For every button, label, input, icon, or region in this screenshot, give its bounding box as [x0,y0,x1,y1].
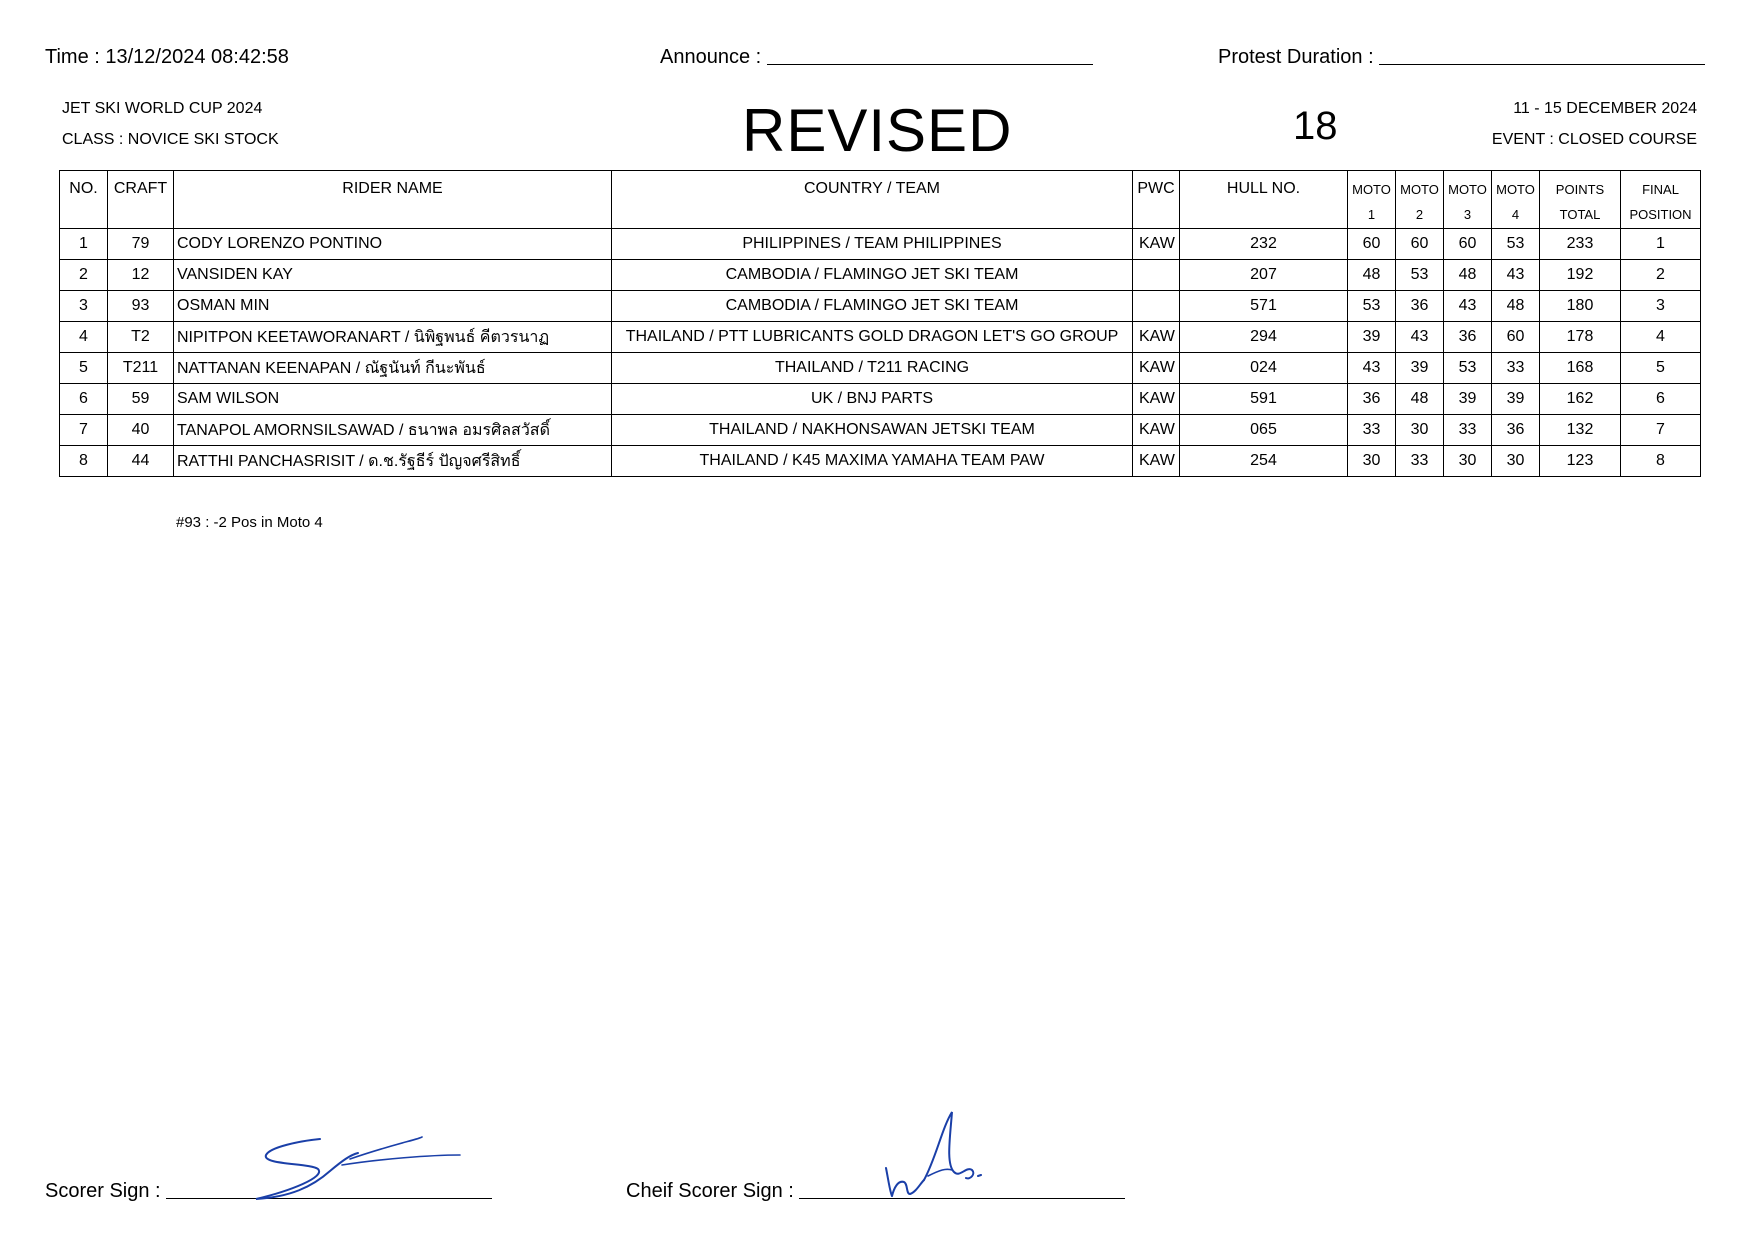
cell-craft: T211 [108,353,174,384]
cell-moto1: 48 [1348,260,1396,291]
col-header-final: FINAL [1621,171,1701,201]
chief-scorer-sign-field [626,1180,1125,1203]
scorer-sign-label: Scorer Sign : [45,1180,161,1202]
protest-duration-field [1218,46,1705,69]
cell-pwc [1133,291,1180,322]
cell-craft: 59 [108,384,174,415]
cell-hull: 065 [1180,415,1348,446]
cell-position: 6 [1621,384,1701,415]
cell-position: 1 [1621,229,1701,260]
col-header-moto3-top: MOTO [1444,171,1492,201]
cell-hull: 232 [1180,229,1348,260]
cell-total: 168 [1540,353,1621,384]
table-row [60,260,1701,291]
cell-moto3: 48 [1444,260,1492,291]
cell-rider: VANSIDEN KAY [174,260,612,291]
cell-moto4: 33 [1492,353,1540,384]
cell-total: 192 [1540,260,1621,291]
cell-no: 2 [60,260,108,291]
cell-country: PHILIPPINES / TEAM PHILIPPINES [612,229,1133,260]
table-row [60,446,1701,477]
cell-moto4: 39 [1492,384,1540,415]
col-header-moto2-top: MOTO [1396,171,1444,201]
cell-moto3: 39 [1444,384,1492,415]
cell-pwc: KAW [1133,415,1180,446]
cell-moto2: 60 [1396,229,1444,260]
revised-title: REVISED [742,97,1013,164]
cell-moto3: 33 [1444,415,1492,446]
cell-position: 3 [1621,291,1701,322]
table-row [60,291,1701,322]
cell-no: 1 [60,229,108,260]
event-class: CLASS : NOVICE SKI STOCK [62,131,279,148]
col-header-pwc: PWC [1133,171,1180,229]
col-header-moto1-num: 1 [1348,200,1396,229]
cell-moto1: 39 [1348,322,1396,353]
cell-total: 162 [1540,384,1621,415]
cell-position: 5 [1621,353,1701,384]
announce-blank [767,46,1093,65]
cell-pwc: KAW [1133,229,1180,260]
cell-moto1: 36 [1348,384,1396,415]
cell-moto1: 43 [1348,353,1396,384]
cell-moto2: 43 [1396,322,1444,353]
col-header-craft: CRAFT [108,171,174,229]
cell-craft: 44 [108,446,174,477]
cell-no: 5 [60,353,108,384]
announce-label: Announce : [660,46,762,68]
col-header-country-team: COUNTRY / TEAM [612,171,1133,229]
cell-country: THAILAND / K45 MAXIMA YAMAHA TEAM PAW [612,446,1133,477]
cell-pwc: KAW [1133,384,1180,415]
cell-craft: 93 [108,291,174,322]
chief-scorer-sign-label: Cheif Scorer Sign : [626,1180,794,1202]
cell-moto3: 36 [1444,322,1492,353]
cell-moto4: 30 [1492,446,1540,477]
table-row [60,353,1701,384]
cell-moto4: 60 [1492,322,1540,353]
cell-pwc [1133,260,1180,291]
cell-pwc: KAW [1133,446,1180,477]
cell-rider: NATTANAN KEENAPAN / ณัฐนันท์ กีนะพันธ์ [174,353,612,384]
cell-moto3: 60 [1444,229,1492,260]
cell-no: 6 [60,384,108,415]
cell-position: 7 [1621,415,1701,446]
cell-position: 8 [1621,446,1701,477]
cell-country: CAMBODIA / FLAMINGO JET SKI TEAM [612,260,1133,291]
cell-pwc: KAW [1133,322,1180,353]
results-table [59,170,1701,477]
cell-moto1: 60 [1348,229,1396,260]
table-row [60,384,1701,415]
event-type: EVENT : CLOSED COURSE [1491,131,1697,148]
cell-hull: 294 [1180,322,1348,353]
cell-moto4: 36 [1492,415,1540,446]
cell-rider: TANAPOL AMORNSILSAWAD / ธนาพล อมรศิลสวัสดิ์ [174,415,612,446]
cell-total: 132 [1540,415,1621,446]
announce-field [660,46,1093,69]
time-stamp: Time : 13/12/2024 08:42:58 [45,46,289,68]
cell-rider: OSMAN MIN [174,291,612,322]
cell-pwc: KAW [1133,353,1180,384]
cell-country: UK / BNJ PARTS [612,384,1133,415]
table-row [60,229,1701,260]
cell-moto3: 53 [1444,353,1492,384]
cell-moto3: 30 [1444,446,1492,477]
cell-hull: 571 [1180,291,1348,322]
cell-country: CAMBODIA / FLAMINGO JET SKI TEAM [612,291,1133,322]
cell-moto1: 53 [1348,291,1396,322]
cell-craft: T2 [108,322,174,353]
cell-moto2: 53 [1396,260,1444,291]
cell-craft: 40 [108,415,174,446]
cell-rider: RATTHI PANCHASRISIT / ด.ช.รัฐธีร์ ปัญจศรีสิทธิ์ [174,446,612,477]
cell-craft: 79 [108,229,174,260]
cell-moto2: 48 [1396,384,1444,415]
cell-moto2: 39 [1396,353,1444,384]
col-header-moto1-top: MOTO [1348,171,1396,201]
cell-no: 7 [60,415,108,446]
page-number: 18 [1293,104,1338,148]
cell-craft: 12 [108,260,174,291]
cell-no: 8 [60,446,108,477]
cell-moto1: 30 [1348,446,1396,477]
col-header-position: POSITION [1621,200,1701,229]
cell-moto4: 48 [1492,291,1540,322]
col-header-moto2-num: 2 [1396,200,1444,229]
cell-position: 4 [1621,322,1701,353]
cell-rider: SAM WILSON [174,384,612,415]
cell-rider: NIPITPON KEETAWORANART / นิพิฐพนธ์ คีตวรนาฏ [174,322,612,353]
cell-moto4: 43 [1492,260,1540,291]
cell-moto2: 36 [1396,291,1444,322]
table-row [60,322,1701,353]
table-row [60,415,1701,446]
col-header-points: POINTS [1540,171,1621,201]
col-header-no: NO. [60,171,108,229]
chief-scorer-signature-icon [880,1108,1000,1198]
col-header-moto4-num: 4 [1492,200,1540,229]
cell-hull: 207 [1180,260,1348,291]
scorer-signature-icon [250,1125,470,1205]
cell-hull: 254 [1180,446,1348,477]
protest-duration-label: Protest Duration : [1218,46,1374,68]
event-dates: 11 - 15 DECEMBER 2024 [1513,100,1697,117]
cell-hull: 024 [1180,353,1348,384]
col-header-hull-no: HULL NO. [1180,171,1348,229]
cell-country: THAILAND / NAKHONSAWAN JETSKI TEAM [612,415,1133,446]
cell-no: 3 [60,291,108,322]
col-header-total: TOTAL [1540,200,1621,229]
cell-total: 123 [1540,446,1621,477]
cell-position: 2 [1621,260,1701,291]
col-header-moto3-num: 3 [1444,200,1492,229]
cell-rider: CODY LORENZO PONTINO [174,229,612,260]
cell-moto4: 53 [1492,229,1540,260]
cell-moto2: 33 [1396,446,1444,477]
cell-moto3: 43 [1444,291,1492,322]
protest-duration-blank [1379,46,1705,65]
cell-moto2: 30 [1396,415,1444,446]
cell-country: THAILAND / T211 RACING [612,353,1133,384]
cell-moto1: 33 [1348,415,1396,446]
cell-total: 178 [1540,322,1621,353]
cell-no: 4 [60,322,108,353]
cell-total: 180 [1540,291,1621,322]
cell-country: THAILAND / PTT LUBRICANTS GOLD DRAGON LET'S GO GROUP [612,322,1133,353]
event-name: JET SKI WORLD CUP 2024 [62,100,263,117]
cell-hull: 591 [1180,384,1348,415]
col-header-moto4-top: MOTO [1492,171,1540,201]
cell-total: 233 [1540,229,1621,260]
col-header-rider-name: RIDER NAME [174,171,612,229]
penalty-note: #93 : -2 Pos in Moto 4 [176,514,323,531]
